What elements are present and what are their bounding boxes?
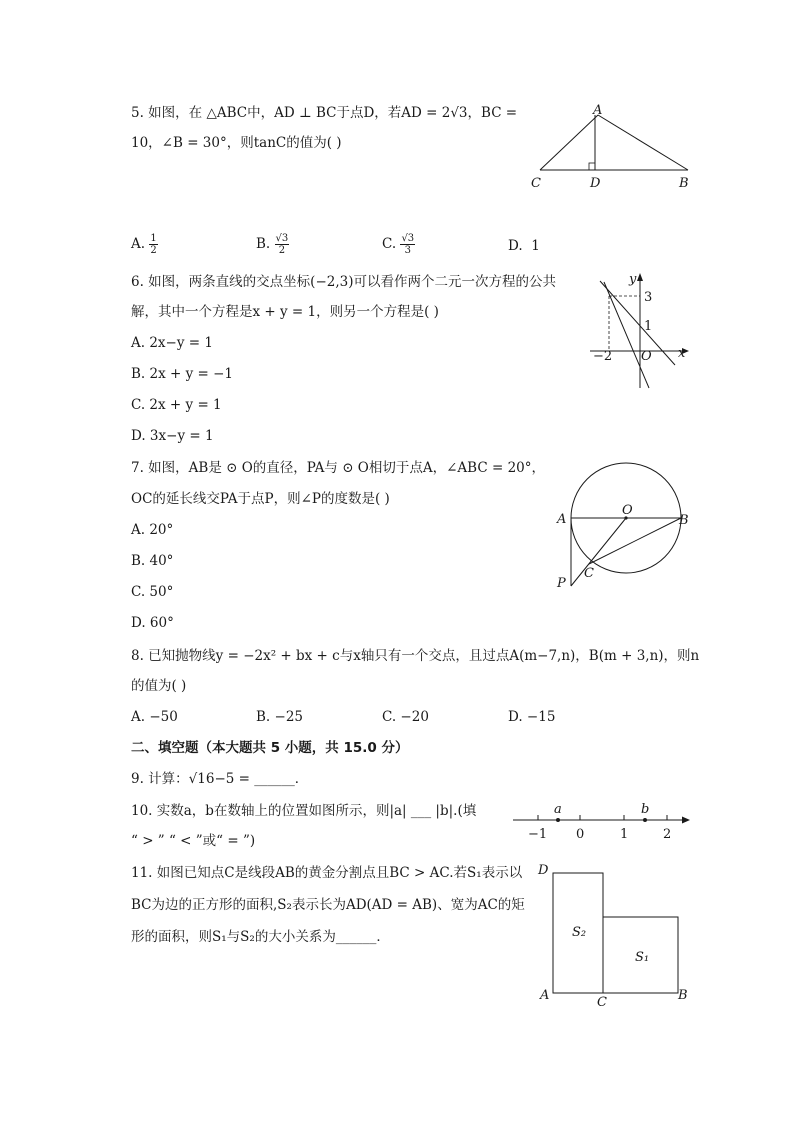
q11-stem-line3: 形的面积，则S₁与S₂的大小关系为______． — [131, 929, 390, 945]
q7-label-P: P — [557, 576, 566, 591]
q7-label-A: A — [557, 512, 567, 527]
q7-stem-line2: OC的延长线交PA于点P，则∠P的度数是( ) — [131, 491, 390, 507]
q10-point-b: b — [641, 802, 650, 817]
q10-stem-line2: “ > ” “ < ”或“ = ”) — [131, 833, 256, 849]
q6-option-c: C. 2x + y = 1 — [131, 397, 222, 413]
q10-number-line-figure — [510, 800, 695, 845]
q5-triangle-figure — [530, 105, 700, 195]
q10-tick-0: 0 — [576, 827, 585, 842]
q10-tick-1: 1 — [620, 827, 629, 842]
section-fill-in-heading: 二、填空题（本大题共 5 小题，共 15.0 分） — [131, 740, 409, 756]
q5-option-c: C. $\frac{√3}{3}$ — [382, 233, 415, 256]
q11-rectangles-figure — [535, 860, 695, 1012]
q5-stem-line1: 5. 如图，在 △ABC中，AD ⊥ BC于点D，若AD = 2√3，BC = — [131, 105, 518, 121]
q6-stem-line2: 解，其中一个方程是x + y = 1，则另一个方程是( ) — [131, 304, 439, 320]
q5-option-b: B. $\frac{√3}{2}$ — [256, 233, 289, 256]
q11-label-S1: S₁ — [635, 950, 650, 965]
q7-label-O: O — [622, 503, 633, 518]
q8-stem-line1: 8. 已知抛物线y = −2x² + bx + c与x轴只有一个交点，且过点A(m−7,n)，B(m + 3,n)，则n — [131, 648, 700, 664]
q8-option-a: A. −50 — [131, 709, 178, 725]
q6-option-b: B. 2x + y = −1 — [131, 366, 234, 382]
q11-label-D: D — [538, 863, 549, 878]
q5-label-C: C — [531, 176, 541, 191]
q8-stem-line2: 的值为( ) — [131, 678, 187, 694]
q5-label-B: B — [679, 176, 689, 191]
q10-tick-neg1: −1 — [528, 827, 548, 842]
q10-tick-2: 2 — [663, 827, 672, 842]
q11-label-B: B — [678, 988, 688, 1003]
q7-option-d: D. 60° — [131, 615, 174, 631]
q11-stem-line1: 11. 如图已知点C是线段AB的黄金分割点且BC > AC.若S₁表示以 — [131, 865, 523, 881]
q6-option-d: D. 3x−y = 1 — [131, 428, 214, 444]
q11-label-A: A — [540, 988, 550, 1003]
q7-stem-line1: 7. 如图，AB是 ⊙ O的直径，PA与 ⊙ O相切于点A，∠ABC = 20°， — [131, 460, 545, 476]
q6-option-a: A. 2x−y = 1 — [131, 335, 213, 351]
q5-label-A: A — [593, 103, 603, 118]
q6-tick-neg2: −2 — [593, 349, 613, 364]
q8-option-d: D. −15 — [508, 709, 556, 725]
q11-stem-line2: BC为边的正方形的面积,S₂表示长为AD(AD = AB)、宽为AC的矩 — [131, 897, 525, 913]
q10-stem-line1: 10. 实数a，b在数轴上的位置如图所示，则|a| ___ |b|.(填 — [131, 803, 477, 819]
q5-stem-line2: 10，∠B = 30°，则tanC的值为( ) — [131, 135, 342, 151]
q6-axis-y: y — [629, 272, 637, 287]
q11-label-S2: S₂ — [572, 925, 587, 940]
q6-origin: O — [641, 349, 652, 364]
q6-axis-x: x — [678, 346, 686, 361]
q8-option-c: C. −20 — [382, 709, 429, 725]
q7-label-C: C — [584, 566, 594, 581]
q7-option-b: B. 40° — [131, 553, 174, 569]
q6-tick-3: 3 — [644, 290, 653, 305]
q5-option-d: D. 1 — [508, 238, 540, 254]
q11-label-C: C — [597, 995, 607, 1010]
q10-point-a: a — [554, 802, 562, 817]
q6-lines-graph-figure — [585, 268, 695, 393]
q8-option-b: B. −25 — [256, 709, 303, 725]
q9-stem: 9. 计算：√16−5 = ______． — [131, 771, 309, 787]
q5-option-a: A. $\frac{1}{2}$ — [131, 233, 157, 256]
q7-option-c: C. 50° — [131, 584, 174, 600]
q6-stem-line1: 6. 如图，两条直线的交点坐标(−2,3)可以看作两个二元一次方程的公共 — [131, 274, 556, 290]
q7-circle-figure — [553, 460, 703, 595]
q6-tick-1: 1 — [644, 319, 653, 334]
q7-option-a: A. 20° — [131, 522, 174, 538]
q7-label-B: B — [679, 513, 689, 528]
q5-label-D: D — [590, 176, 601, 191]
